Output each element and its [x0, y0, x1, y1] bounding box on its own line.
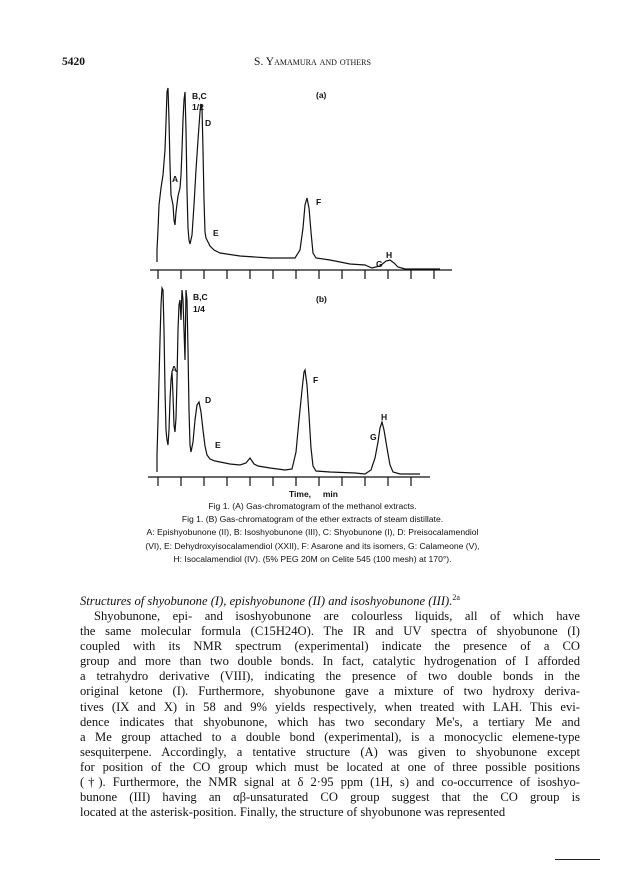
- caption-legend-1: A: Epishyobunone (II), B: Isoshyobunone (III), C: Shyobunone (I), D: Preisocalamendiol: [146, 527, 479, 538]
- body-line-1: Shyobunone, epi- and isoshyobunone are colourless liquids, all of which have: [94, 609, 580, 624]
- peak-label-a-e: E: [213, 228, 219, 238]
- chromatogram-trace-b: [157, 288, 420, 474]
- body-line-13: bunone (III) having an αβ-unsaturated CO group suggest that the CO group is: [80, 789, 580, 804]
- running-head: S. Yamamura and others: [254, 56, 371, 68]
- body-text: [80, 590, 580, 820]
- peak-label-b-h: H: [381, 412, 388, 422]
- caption-fig-a: Fig 1. (A) Gas-chromatogram of the methanol extracts.: [208, 501, 417, 511]
- peak-label-b-g: G: [370, 432, 377, 442]
- body-line-11: for position of the CO group which must be located at one of three possible positions: [80, 759, 580, 774]
- peak-label-a-ratio: 1/2: [192, 102, 204, 112]
- section-heading: Structures of shyobunone (I), epishyobunone (II) and isoshyobunone (III).$^{2a}$: [80, 593, 460, 609]
- panel-b-label: (b): [316, 294, 327, 304]
- caption-legend-2: (VI), E: Dehydroxyisocalamendiol (XXII), F: Asarone and its isomers, G: Calameone (V),: [145, 540, 480, 551]
- body-line-4: group and more than two double bonds. In fact, catalytic hydrogenation of I afforded: [80, 654, 580, 669]
- body-line-9: a Me group attached to a double bond (experimental), is a monocyclic elemene-type: [80, 729, 580, 744]
- peak-label-a-a: A: [172, 174, 179, 184]
- body-line-7: tives (IX and X) in 58 and 9% yields respectively, when treated with LAH. This evi-: [80, 699, 580, 714]
- figure-captions: [40, 500, 585, 566]
- body-line-14: located at the asterisk-position. Finally, the structure of shyobunone was represented: [80, 804, 506, 819]
- body-line-10: sesquiterpene. Accordingly, a tentative structure (A) was given to shyobunone except: [80, 744, 580, 759]
- body-line-6: original ketone (I). Furthermore, shyobunone gave a mixture of two hydroxy deriva-: [80, 684, 580, 699]
- body-line-12: (†). Furthermore, the NMR signal at δ 2·95 ppm (1H, s) and co-occurrence of isoshyo-: [80, 774, 580, 789]
- peak-label-b-a: A: [171, 364, 178, 374]
- chromatogram-trace-a: [157, 88, 440, 269]
- page-number: 5420: [62, 56, 85, 68]
- peak-label-b-ratio: 1/4: [193, 304, 205, 314]
- caption-fig-b: Fig 1. (B) Gas-chromatogram of the ether extracts of steam distillate.: [181, 514, 444, 525]
- panel-a-label: (a): [316, 90, 327, 100]
- peak-label-b-e: E: [215, 440, 221, 450]
- peak-label-b-d: D: [205, 395, 212, 405]
- peak-label-a-bc: B,C: [192, 91, 207, 101]
- peak-label-b-bc: B,C: [193, 292, 208, 302]
- peak-label-a-h: H: [386, 250, 393, 260]
- time-axis-label: Time, min: [289, 489, 338, 499]
- peak-label-a-d: D: [205, 118, 212, 128]
- caption-legend-3: H: Isocalamendiol (IV). (5% PEG 20M on Celite 545 (100 mesh) at 170°).: [173, 553, 452, 564]
- peak-label-a-g: G: [376, 259, 383, 269]
- body-line-2: the same molecular formula (C15H24O). The IR and UV spectra of shyobunone (I): [80, 624, 580, 639]
- body-line-8: dence indicates that shyobunone, which has two secondary Me's, a tertiary Me and: [80, 714, 580, 729]
- footnote-rule: [555, 859, 600, 860]
- body-line-3: coupled with its NMR spectrum (experimental) indicate the presence of a CO: [80, 639, 580, 654]
- peak-label-b-f: F: [313, 375, 319, 385]
- peak-label-a-f: F: [316, 197, 322, 207]
- body-line-5: a tetrahydro derivative (VIII), indicating the presence of two double bonds in the: [80, 669, 580, 684]
